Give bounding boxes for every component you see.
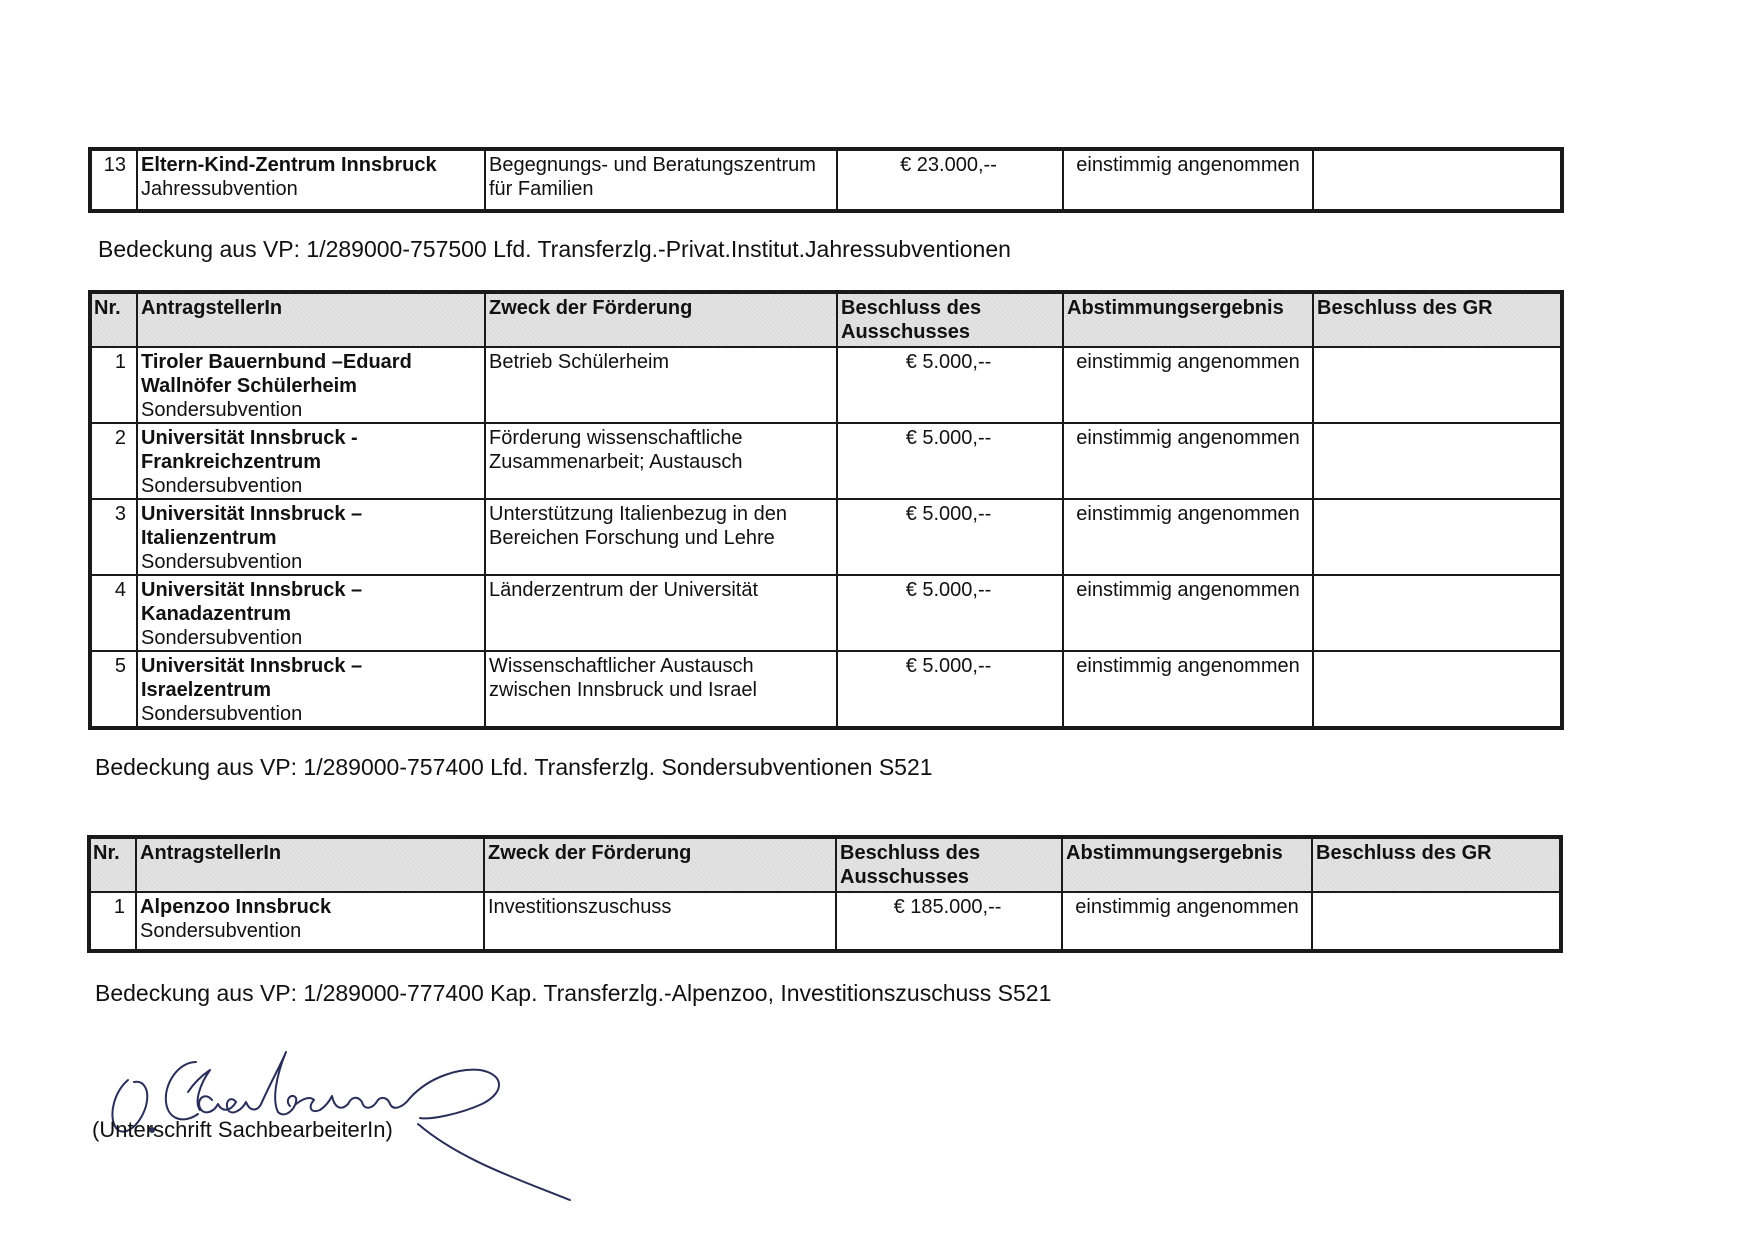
amount-cell — [837, 575, 1063, 651]
amount-value: € 5.000,-- — [905, 503, 992, 525]
subsidy-type: Jahressubvention — [141, 178, 298, 200]
purpose-cell — [485, 499, 837, 575]
header-decision-line: Ausschusses — [840, 866, 969, 888]
applicant-cell — [137, 499, 485, 575]
row-number: 2 — [91, 423, 137, 499]
applicant-name: Wallnöfer Schülerheim — [141, 375, 357, 397]
amount-value: € 23.000,-- — [900, 154, 997, 176]
row-number: 1 — [90, 892, 136, 950]
coverage-note: Bedeckung aus VP: 1/289000-757500 Lfd. Transferzlg.-Privat.Institut.Jahressubventionen — [98, 236, 1011, 262]
subsidy-type: Sondersubvention — [141, 475, 303, 497]
header-gr: Beschluss des GR — [1312, 838, 1560, 892]
header-row — [91, 293, 1561, 347]
vote-result: einstimmig angenommen — [1063, 499, 1313, 575]
amount-cell — [837, 150, 1063, 210]
applicant-name: Universität Innsbruck – — [141, 655, 363, 677]
amount-value: € 5.000,-- — [905, 579, 992, 601]
applicant-name: Frankreichzentrum — [141, 451, 322, 473]
purpose-line: Investitionszuschuss — [488, 896, 672, 918]
purpose-line: Begegnungs- und Beratungszentrum — [489, 154, 816, 176]
gr-decision-cell — [1313, 575, 1561, 651]
subsidy-type: Sondersubvention — [141, 703, 303, 725]
purpose-cell — [485, 575, 837, 651]
header-applicant: AntragstellerIn — [136, 838, 484, 892]
purpose-line: Zusammenarbeit; Austausch — [489, 451, 743, 473]
applicant-cell — [137, 347, 485, 423]
purpose-line: Förderung wissenschaftliche — [489, 427, 743, 449]
header-gr: Beschluss des GR — [1313, 293, 1561, 347]
table-row — [90, 892, 1560, 950]
purpose-cell — [484, 892, 836, 950]
amount-value: € 185.000,-- — [893, 896, 1002, 918]
applicant-cell — [137, 651, 485, 727]
subsidy-table-annual — [90, 149, 1562, 211]
subsidy-type: Sondersubvention — [141, 627, 303, 649]
applicant-name: Italienzentrum — [141, 527, 277, 549]
header-decision — [837, 293, 1063, 347]
applicant-cell — [137, 150, 485, 210]
subsidy-type: Sondersubvention — [141, 399, 303, 421]
row-number: 1 — [91, 347, 137, 423]
header-decision — [836, 838, 1062, 892]
amount-cell — [837, 423, 1063, 499]
subsidy-table-investment — [89, 837, 1561, 951]
table-row — [91, 499, 1561, 575]
purpose-cell — [485, 150, 837, 210]
header-applicant: AntragstellerIn — [137, 293, 485, 347]
table-row — [91, 423, 1561, 499]
gr-decision-cell — [1313, 423, 1561, 499]
amount-value: € 5.000,-- — [905, 351, 992, 373]
gr-decision-cell — [1312, 892, 1560, 950]
purpose-line: Bereichen Forschung und Lehre — [489, 527, 775, 549]
gr-decision-cell — [1313, 499, 1561, 575]
header-purpose: Zweck der Förderung — [485, 293, 837, 347]
vote-result: einstimmig angenommen — [1062, 892, 1312, 950]
table-row — [91, 575, 1561, 651]
purpose-line: Wissenschaftlicher Austausch — [489, 655, 754, 677]
table-row — [91, 651, 1561, 727]
applicant-name: Universität Innsbruck - — [141, 427, 358, 449]
row-number: 4 — [91, 575, 137, 651]
row-number: 13 — [91, 150, 137, 210]
applicant-name: Alpenzoo Innsbruck — [140, 896, 332, 918]
signature-label: (Unterschrift SachbearbeiterIn) — [92, 1117, 393, 1142]
applicant-name: Universität Innsbruck – — [141, 579, 363, 601]
header-decision-line: Beschluss des — [841, 297, 982, 319]
table-row — [91, 347, 1561, 423]
applicant-name: Kanadazentrum — [141, 603, 292, 625]
vote-result: einstimmig angenommen — [1063, 575, 1313, 651]
amount-value: € 5.000,-- — [905, 655, 992, 677]
table-row — [91, 150, 1561, 210]
header-nr: Nr. — [90, 838, 136, 892]
subsidy-type: Sondersubvention — [141, 551, 303, 573]
amount-cell — [836, 892, 1062, 950]
applicant-cell — [136, 892, 484, 950]
gr-decision-cell — [1313, 347, 1561, 423]
purpose-cell — [485, 651, 837, 727]
subsidy-table-special — [90, 292, 1562, 728]
applicant-name: Israelzentrum — [141, 679, 272, 701]
vote-result: einstimmig angenommen — [1063, 651, 1313, 727]
amount-cell — [837, 499, 1063, 575]
applicant-name: Universität Innsbruck – — [141, 503, 363, 525]
amount-cell — [837, 651, 1063, 727]
applicant-cell — [137, 423, 485, 499]
header-purpose: Zweck der Förderung — [484, 838, 836, 892]
purpose-line: Unterstützung Italienbezug in den — [489, 503, 787, 525]
purpose-cell — [485, 423, 837, 499]
vote-result: einstimmig angenommen — [1063, 347, 1313, 423]
applicant-name: Tiroler Bauernbund –Eduard — [141, 351, 412, 373]
subsidy-type: Sondersubvention — [140, 920, 302, 942]
amount-value: € 5.000,-- — [905, 427, 992, 449]
vote-result: einstimmig angenommen — [1063, 423, 1313, 499]
purpose-line: zwischen Innsbruck und Israel — [489, 679, 757, 701]
purpose-cell — [485, 347, 837, 423]
header-decision-line: Ausschusses — [841, 321, 970, 343]
header-nr: Nr. — [91, 293, 137, 347]
amount-cell — [837, 347, 1063, 423]
row-number: 3 — [91, 499, 137, 575]
row-number: 5 — [91, 651, 137, 727]
applicant-cell — [137, 575, 485, 651]
applicant-name: Eltern-Kind-Zentrum Innsbruck — [141, 154, 437, 176]
purpose-line: für Familien — [489, 178, 594, 200]
coverage-note: Bedeckung aus VP: 1/289000-777400 Kap. Transferzlg.-Alpenzoo, Investitionszuschuss S521 — [95, 980, 1052, 1006]
header-vote: Abstimmungsergebnis — [1062, 838, 1312, 892]
gr-decision-cell — [1313, 150, 1561, 210]
coverage-note: Bedeckung aus VP: 1/289000-757400 Lfd. Transferzlg. Sondersubventionen S521 — [95, 754, 933, 780]
header-row — [90, 838, 1560, 892]
vote-result: einstimmig angenommen — [1063, 150, 1313, 210]
purpose-line: Länderzentrum der Universität — [489, 579, 759, 601]
purpose-line: Betrieb Schülerheim — [489, 351, 670, 373]
gr-decision-cell — [1313, 651, 1561, 727]
header-decision-line: Beschluss des — [840, 842, 981, 864]
header-vote: Abstimmungsergebnis — [1063, 293, 1313, 347]
